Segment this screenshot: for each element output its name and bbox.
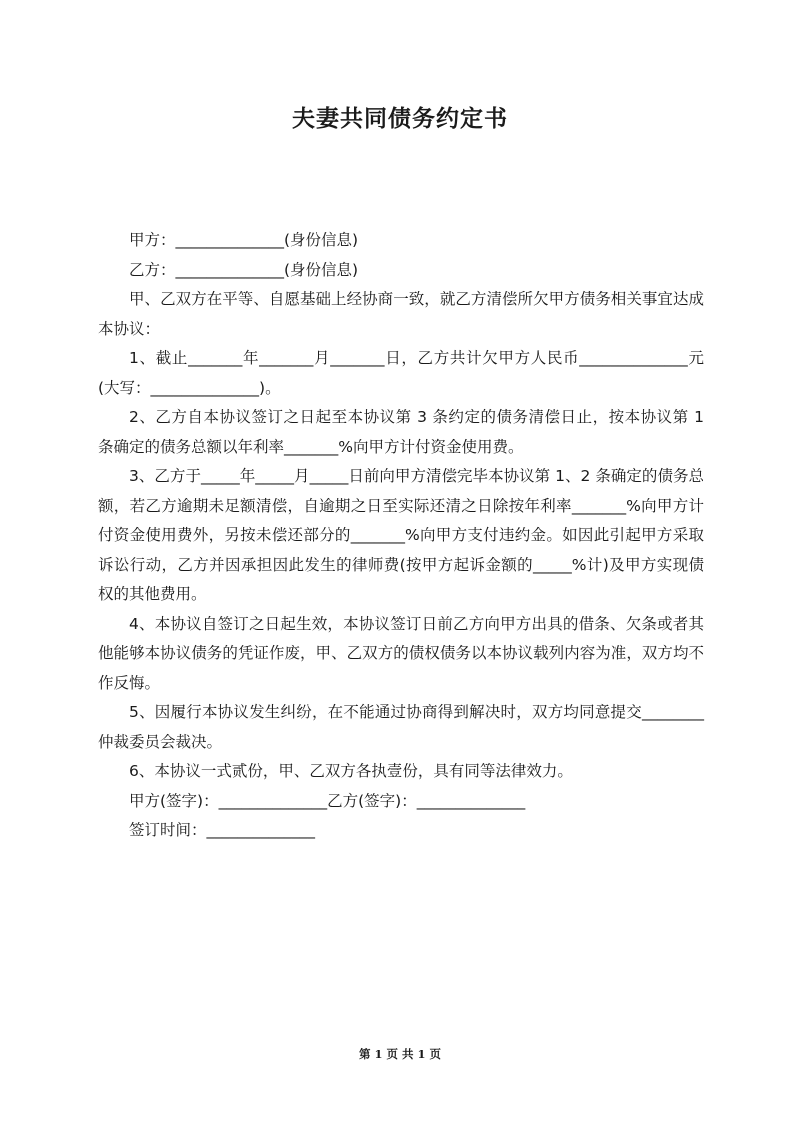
clause-4: 4、本协议自签订之日起生效，本协议签订日前乙方向甲方出具的借条、欠条或者其他能够本协议债务的凭证作废，甲、乙双方的债权债务以本协议载列内容为准，双方均不作反悔。: [98, 614, 704, 692]
clause-3: 3、乙方于_____年_____月_____日前向甲方清偿完毕本协议第 1、2 条确定的债务总额，若乙方逾期未足额清偿，自逾期之日至实际还清之日除按年利率_______%向甲方计付资金使用费外，另按未偿还部分的_______%向甲方支付违约金。如因此引起甲方采取诉讼行动，乙方并因承担因此发生的律师费(按甲方起诉金额的_____%计)及甲方实现债权的其他费用。: [98, 467, 704, 603]
document-body: [98, 226, 704, 846]
preamble-paragraph: 甲、乙双方在平等、自愿基础上经协商一致，就乙方清偿所欠甲方债务相关事宜达成本协议：: [98, 290, 704, 338]
clause-1: 1、截止_______年_______月_______日，乙方共计欠甲方人民币______________元(大写：______________)。: [98, 349, 704, 397]
signing-date-line: 签订时间：______________: [129, 821, 316, 839]
page-number: 第 1 页 共 1 页: [358, 1047, 442, 1061]
clause-5: 5、因履行本协议发生纠纷，在不能通过协商得到解决时，双方均同意提交________仲裁委员会裁决。: [98, 703, 704, 751]
party-b-line: 乙方：______________(身份信息): [129, 260, 359, 279]
party-a-line: 甲方：______________(身份信息): [129, 231, 359, 249]
signature-line: 甲方(签字)：______________乙方(签字)：______________: [129, 791, 526, 810]
document-title: 夫妻共同债务约定书: [292, 106, 508, 132]
clause-2: 2、乙方自本协议签订之日起至本协议第 3 条约定的债务清偿日止，按本协议第 1 条确定的债务总额以年利率_______%向甲方计付资金使用费。: [98, 408, 704, 456]
clause-6: 6、本协议一式贰份，甲、乙双方各执壹份，具有同等法律效力。: [129, 762, 573, 780]
